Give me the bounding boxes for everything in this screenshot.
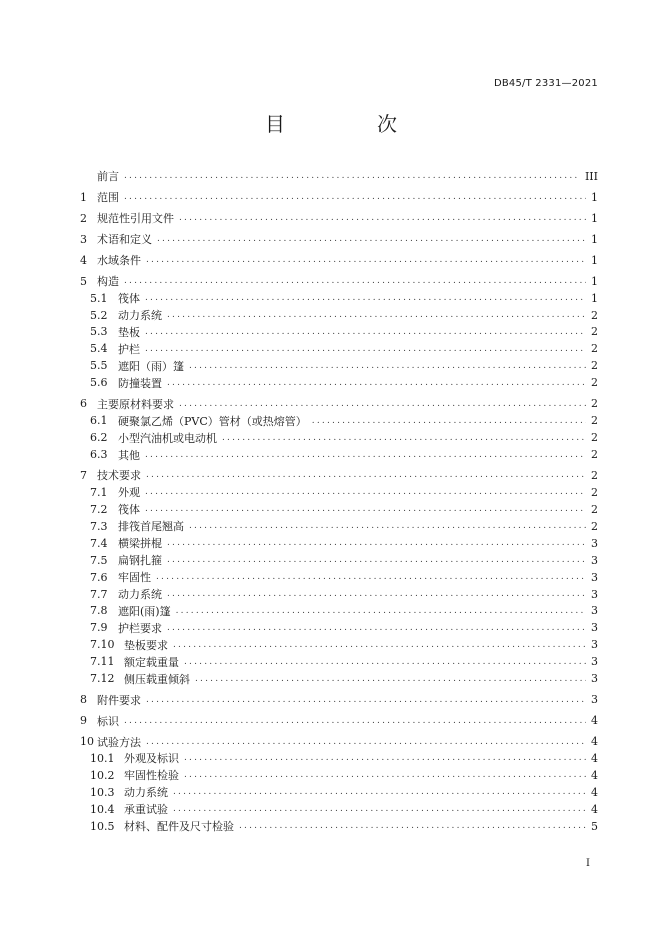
toc-leader-dots [167,555,586,565]
toc-entry-label: 牢固性 [118,571,151,585]
toc-entry-page: 4 [591,751,598,765]
toc-entry-number: 4 [80,253,87,267]
toc-entry-number: 7.8 [90,604,108,618]
toc-entry-number: 5.6 [90,376,108,390]
toc-entry-number: 5.3 [90,325,108,339]
table-of-contents [80,168,598,835]
toc-leader-dots [145,450,586,460]
toc-leader-dots [195,674,586,684]
toc-entry-page: 3 [591,587,598,601]
toc-entry-page: 3 [591,693,598,707]
toc-entry[interactable] [80,818,598,835]
toc-leader-dots [156,572,586,582]
toc-leader-dots [145,344,586,354]
toc-leader-dots [184,753,586,763]
toc-leader-dots [145,504,586,514]
toc-entry-label: 前言 [97,170,119,184]
toc-leader-dots [173,640,586,650]
toc-entry-label: 遮阳（雨）篷 [118,359,184,373]
toc-leader-dots [124,276,586,286]
toc-entry-page: 3 [591,621,598,635]
toc-leader-dots [312,416,586,426]
toc-entry[interactable] [80,357,598,374]
toc-entry-number: 7.2 [90,502,108,516]
toc-entry-number: 7.12 [90,672,115,686]
toc-entry-label: 遮阳(雨)篷 [118,604,171,618]
toc-entry-page: 2 [591,468,598,482]
toc-entry-number: 9 [80,714,87,728]
toc-entry[interactable] [80,446,598,463]
toc-entry-page: 3 [591,553,598,567]
toc-entry-number: 8 [80,693,87,707]
toc-entry[interactable] [80,691,598,708]
toc-entry-page: 2 [591,397,598,411]
toc-entry[interactable] [80,252,598,269]
toc-entry-number: 10.2 [90,768,115,782]
toc-leader-dots [173,804,586,814]
toc-entry[interactable] [80,733,598,750]
toc-entry-page: 1 [591,190,598,204]
toc-entry[interactable] [80,670,598,687]
toc-entry[interactable] [80,374,598,391]
toc-entry[interactable] [80,619,598,636]
page-number: I [586,858,590,869]
toc-entry-number: 7.1 [90,485,108,499]
toc-entry-label: 垫板要求 [124,638,168,652]
toc-entry[interactable] [80,784,598,801]
toc-entry-page: 1 [591,291,598,305]
toc-entry-page: 4 [591,768,598,782]
toc-entry-page: 1 [591,253,598,267]
toc-leader-dots [146,470,586,480]
toc-entry-label: 水域条件 [97,254,141,268]
toc-entry-page: 2 [591,376,598,390]
toc-leader-dots [189,361,586,371]
toc-entry-page: 4 [591,714,598,728]
toc-entry-label: 主要原材料要求 [97,397,174,411]
toc-entry[interactable] [80,501,598,518]
toc-entry-page: 1 [591,232,598,246]
toc-leader-dots [184,657,586,667]
toc-entry[interactable] [80,324,598,341]
toc-entry-label: 排筏首尾翘高 [118,520,184,534]
toc-entry-label: 牢固性检验 [124,769,179,783]
toc-entry-number: 7.4 [90,536,108,550]
toc-entry[interactable] [80,189,598,206]
toc-entry-label: 硬聚氯乙烯（PVC）管材（或热熔管） [118,414,307,428]
toc-entry-label: 小型汽油机或电动机 [118,431,217,445]
toc-entry[interactable] [80,653,598,670]
toc-entry[interactable] [80,307,598,324]
toc-leader-dots [167,589,586,599]
toc-entry-number: 7.6 [90,570,108,584]
toc-entry-label: 垫板 [118,325,140,339]
toc-entry[interactable] [80,273,598,290]
toc-entry[interactable] [80,535,598,552]
toc-entry-label: 附件要求 [97,693,141,707]
toc-entry-number: 7.10 [90,638,115,652]
toc-leader-dots [239,821,586,831]
toc-entry-page: 2 [591,448,598,462]
toc-entry-label: 筏体 [118,292,140,306]
toc-entry[interactable] [80,429,598,446]
toc-entry-number: 7.7 [90,587,108,601]
toc-entry-page: 3 [591,604,598,618]
toc-entry[interactable] [80,552,598,569]
toc-leader-dots [189,521,586,531]
toc-entry-label: 范围 [97,191,119,205]
toc-entry-number: 10 [80,735,94,749]
toc-entry[interactable] [80,168,598,185]
toc-entry-page: 2 [591,325,598,339]
toc-entry-number: 5.4 [90,342,108,356]
toc-leader-dots [145,487,586,497]
toc-entry-page: 2 [591,359,598,373]
toc-entry[interactable] [80,801,598,818]
toc-entry-page: 1 [591,274,598,288]
toc-leader-dots [167,623,586,633]
toc-entry[interactable] [80,518,598,535]
toc-leader-dots [179,399,586,409]
toc-entry-label: 材料、配件及尺寸检验 [124,820,234,834]
toc-entry-page: 4 [591,802,598,816]
toc-leader-dots [145,327,586,337]
toc-entry-page: III [584,169,598,183]
toc-entry[interactable] [80,636,598,653]
toc-entry-number: 5.5 [90,359,108,373]
toc-entry-label: 其他 [118,448,140,462]
toc-entry-label: 外观及标识 [124,752,179,766]
toc-entry-number: 1 [80,190,87,204]
toc-entry-number: 2 [80,211,87,225]
toc-entry-number: 10.4 [90,802,115,816]
toc-entry-page: 2 [591,431,598,445]
toc-entry-page: 5 [591,819,598,833]
toc-entry[interactable] [80,603,598,620]
toc-entry-label: 筏体 [118,503,140,517]
toc-entry-label: 规范性引用文件 [97,212,174,226]
toc-entry[interactable] [80,484,598,501]
toc-entry-page: 2 [591,414,598,428]
toc-leader-dots [146,737,586,747]
toc-entry[interactable] [80,210,598,227]
toc-entry[interactable] [80,767,598,784]
toc-entry-number: 10.3 [90,785,115,799]
toc-entry-label: 横梁拼棍 [118,537,162,551]
toc-entry-number: 5.2 [90,308,108,322]
toc-entry-page: 4 [591,785,598,799]
toc-entry-label: 标识 [97,714,119,728]
toc-entry[interactable] [80,569,598,586]
toc-entry-page: 3 [591,638,598,652]
toc-entry-label: 外观 [118,486,140,500]
toc-entry-number: 5 [80,274,87,288]
toc-entry-page: 2 [591,502,598,516]
toc-entry[interactable] [80,395,598,412]
toc-entry-label: 防撞装置 [118,376,162,390]
toc-entry-label: 扁钢扎箍 [118,554,162,568]
toc-entry-label: 动力系统 [118,309,162,323]
document-code: DB45/T 2331—2021 [493,78,598,89]
toc-entry-number: 7.3 [90,519,108,533]
toc-entry-number: 10.5 [90,819,115,833]
toc-entry-label: 动力系统 [124,786,168,800]
toc-leader-dots [124,171,580,181]
toc-entry-page: 2 [591,519,598,533]
toc-entry-number: 5.1 [90,291,108,305]
toc-entry[interactable] [80,231,598,248]
toc-entry-label: 试验方法 [97,735,141,749]
toc-leader-dots [146,695,586,705]
toc-entry-number: 3 [80,232,87,246]
toc-entry-number: 6.2 [90,431,108,445]
toc-leader-dots [173,787,586,797]
toc-leader-dots [124,716,586,726]
toc-entry-page: 3 [591,570,598,584]
toc-leader-dots [167,538,586,548]
toc-entry-label: 动力系统 [118,588,162,602]
toc-entry-label: 额定载重量 [124,655,179,669]
toc-entry[interactable] [80,467,598,484]
toc-entry-number: 10.1 [90,751,115,765]
toc-leader-dots [124,192,586,202]
toc-entry[interactable] [80,290,598,307]
toc-entry-label: 术语和定义 [97,233,152,247]
toc-entry-label: 技术要求 [97,469,141,483]
toc-entry-number: 6.3 [90,448,108,462]
toc-entry-page: 2 [591,485,598,499]
toc-entry[interactable] [80,586,598,603]
toc-entry[interactable] [80,712,598,729]
toc-entry-label: 护栏 [118,342,140,356]
toc-entry-label: 构造 [97,275,119,289]
toc-leader-dots [222,433,586,443]
toc-entry-page: 2 [591,342,598,356]
toc-leader-dots [176,606,586,616]
toc-entry-page: 3 [591,655,598,669]
toc-leader-dots [167,378,586,388]
toc-entry[interactable] [80,340,598,357]
toc-entry-label: 承重试验 [124,803,168,817]
toc-entry-number: 7.5 [90,553,108,567]
toc-entry-number: 7 [80,468,87,482]
toc-entry-number: 7.9 [90,621,108,635]
toc-entry-number: 6 [80,397,87,411]
toc-entry-number: 6.1 [90,414,108,428]
toc-entry-page: 1 [591,211,598,225]
toc-leader-dots [179,213,586,223]
toc-entry-page: 4 [591,735,598,749]
toc-entry-page: 2 [591,308,598,322]
toc-leader-dots [145,293,586,303]
page-title: 目 次 [265,112,433,136]
toc-leader-dots [167,310,586,320]
toc-leader-dots [146,255,586,265]
toc-entry-number: 7.11 [90,655,115,669]
toc-leader-dots [184,770,586,780]
toc-leader-dots [157,234,586,244]
toc-entry-page: 3 [591,672,598,686]
toc-entry-page: 3 [591,536,598,550]
toc-entry[interactable] [80,750,598,767]
toc-entry-label: 护栏要求 [118,621,162,635]
toc-entry-label: 侧压载重倾斜 [124,672,190,686]
toc-entry[interactable] [80,412,598,429]
